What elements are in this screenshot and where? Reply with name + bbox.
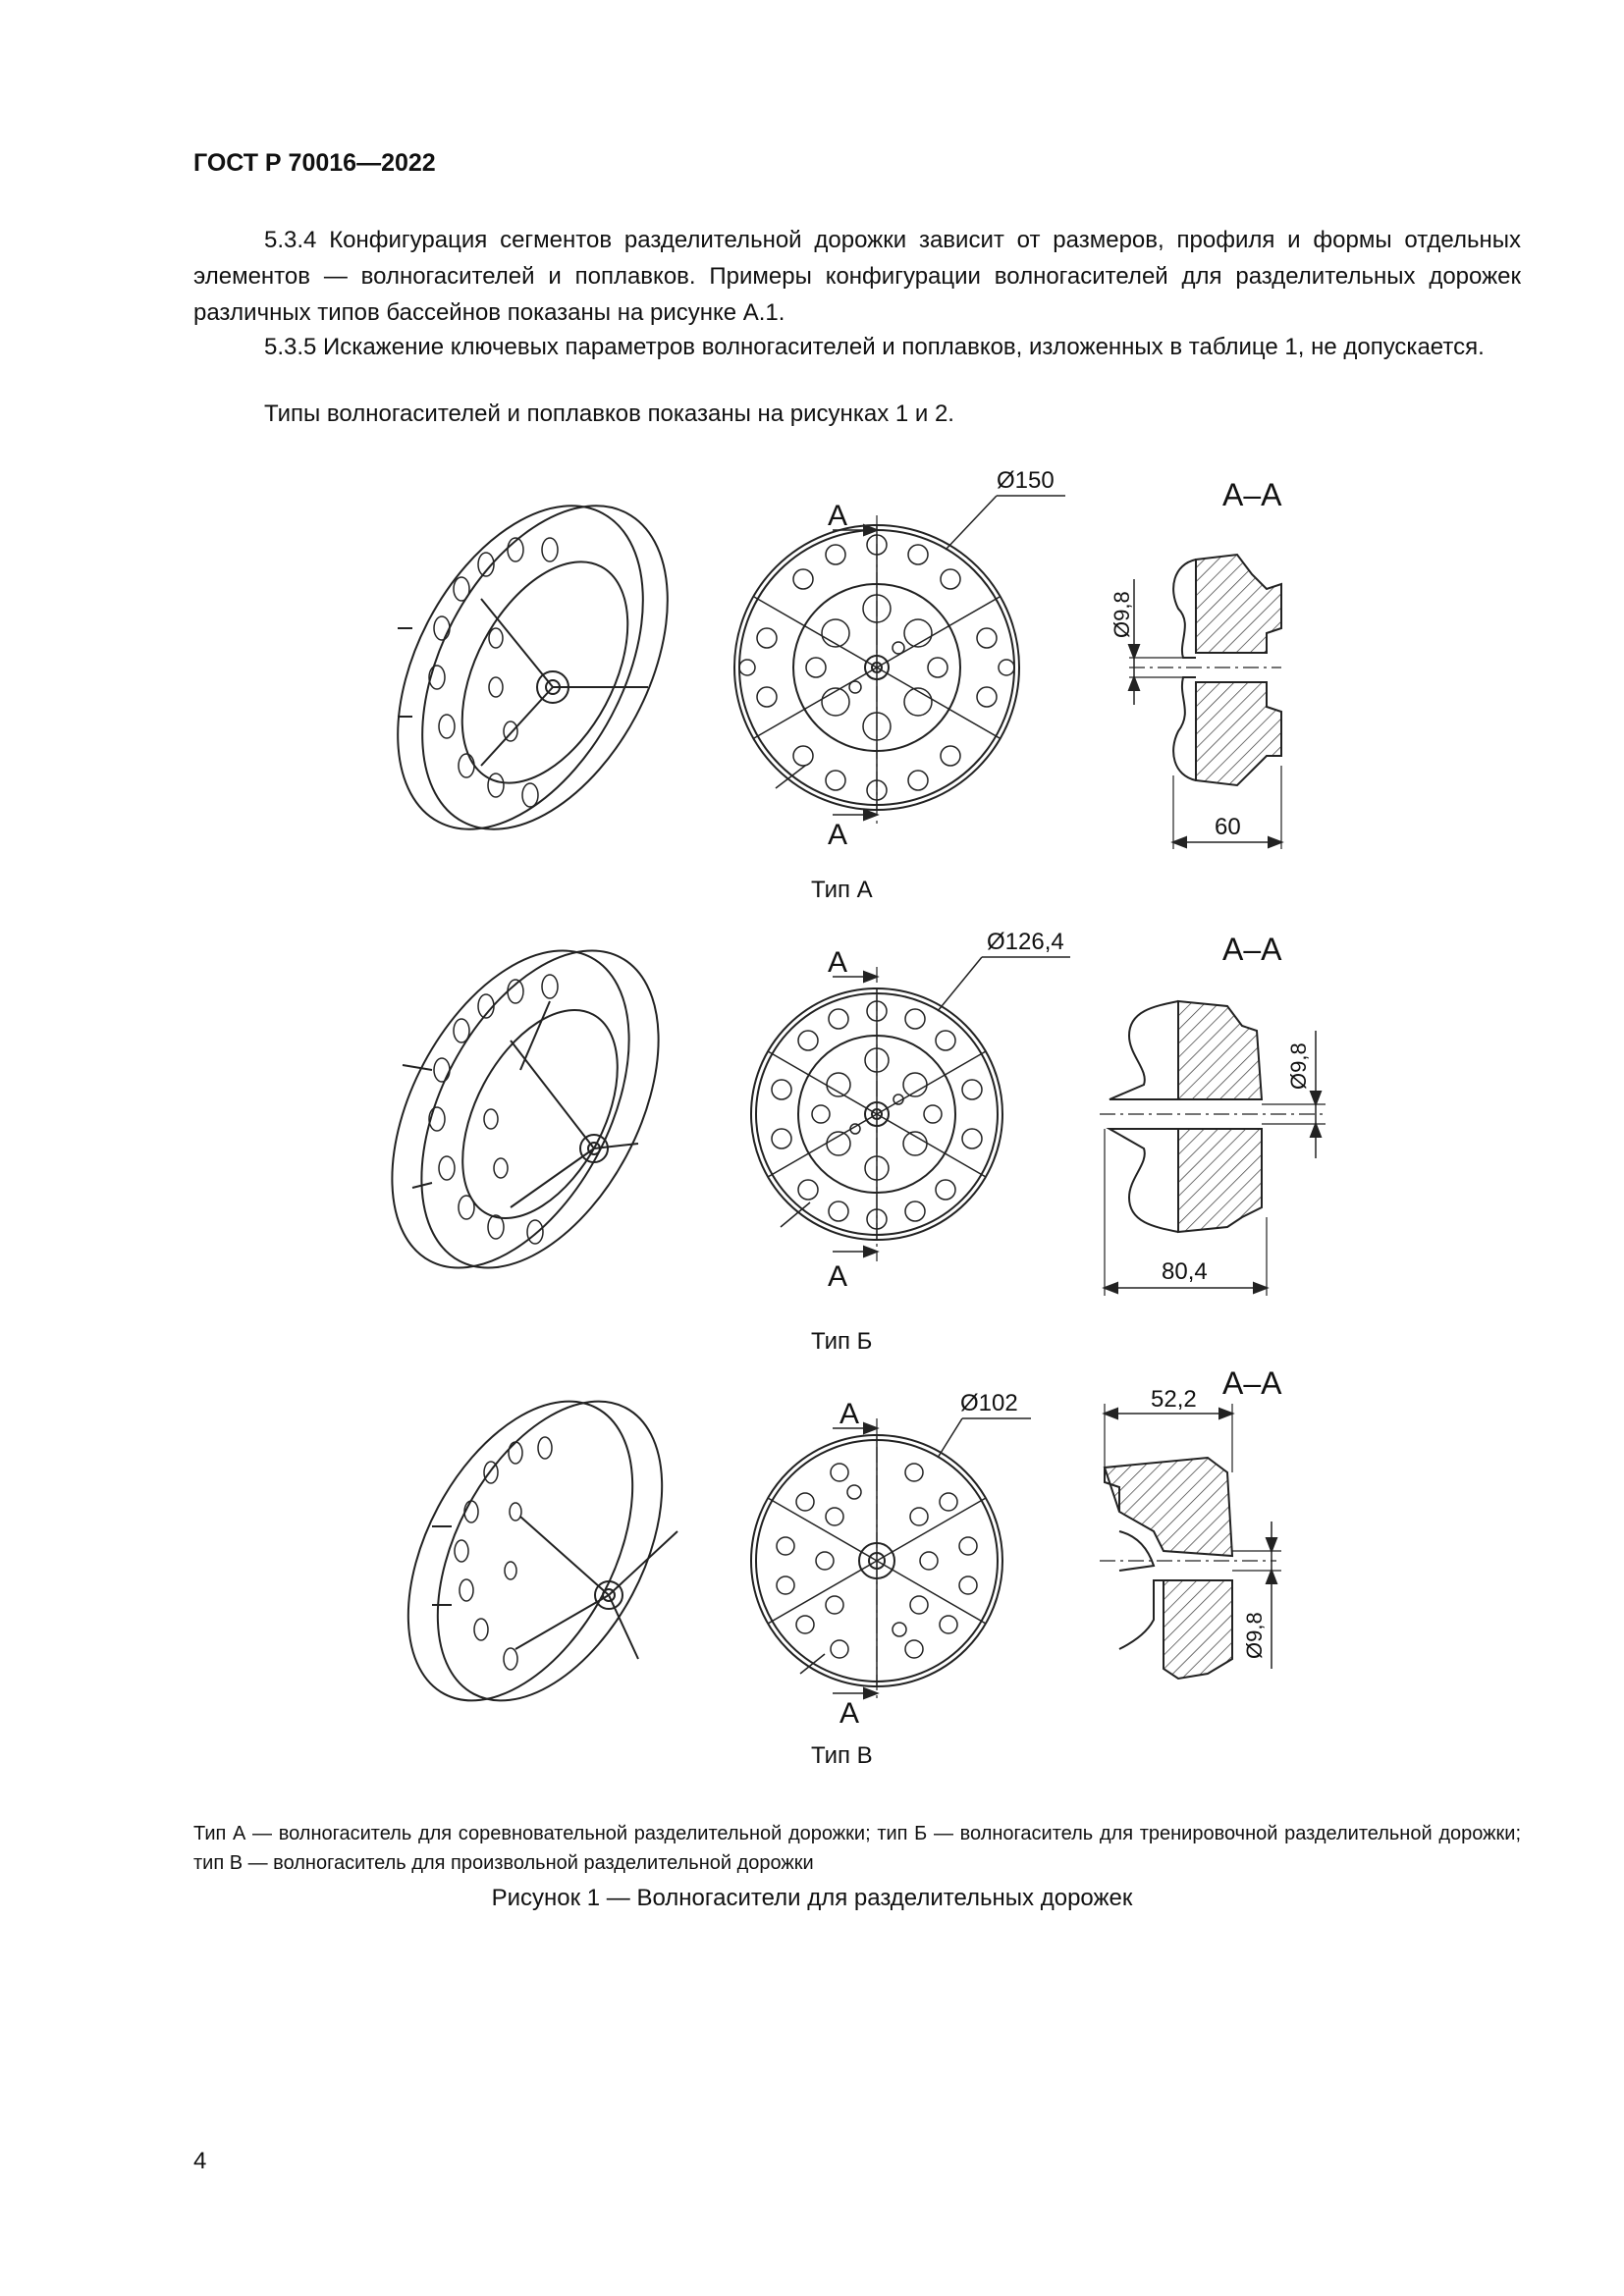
paragraph-5-3-4: 5.3.4 Конфигурация сегментов разделительной дорожки зависит от размеров, профиля и формы отдельных элементов — волногасителей и поплавков. Примеры конфигурации волногасителей для разделительных дорожек различных типов бассейнов показаны на рисунке А.1. xyxy=(193,227,1521,326)
figure-note: Тип А — волногаситель для соревновательной разделительной дорожки; тип Б — волногаситель для тренировочной разделительной дорожки; тип В — волногаситель для произвольной разделительной дорожки xyxy=(193,1823,1521,1874)
type-a-section-title: А–А xyxy=(1222,477,1282,512)
type-v-caption: Тип В xyxy=(811,1742,873,1769)
type-b-cut-label-top: А xyxy=(828,946,848,979)
type-a-bore: Ø9,8 xyxy=(1110,591,1134,638)
type-a-cut-label-bottom: А xyxy=(828,819,848,851)
type-b-section-title: А–А xyxy=(1222,932,1282,967)
type-b-bore: Ø9,8 xyxy=(1286,1042,1311,1090)
type-v-bore: Ø9,8 xyxy=(1242,1612,1267,1659)
document-header: ГОСТ Р 70016—2022 xyxy=(193,149,436,177)
type-a-isometric xyxy=(348,465,719,871)
page-number: 4 xyxy=(193,2148,207,2174)
type-v-cut-label-top: А xyxy=(839,1398,860,1430)
figure-title: Рисунок 1 — Волногасители для разделительных дорожек xyxy=(491,1885,1133,1911)
type-b-isometric xyxy=(344,912,708,1308)
type-b-cut-label-bottom: А xyxy=(828,1260,848,1293)
type-b-caption: Тип Б xyxy=(811,1328,873,1355)
type-v-cut-label-bottom: А xyxy=(839,1697,860,1730)
paragraph-types: Типы волногасителей и поплавков показаны на рисунках 1 и 2. xyxy=(264,400,954,427)
type-b-diameter: Ø126,4 xyxy=(987,929,1064,955)
type-a-width: 60 xyxy=(1215,814,1241,840)
type-v-diameter: Ø102 xyxy=(960,1390,1018,1416)
type-v-section-title: А–А xyxy=(1222,1365,1282,1401)
paragraph-5-3-5: 5.3.5 Искажение ключевых параметров волногасителей и поплавков, изложенных в таблице 1, не допускается. xyxy=(264,334,1485,360)
type-b-front-view xyxy=(751,957,1070,1261)
type-v-front-view xyxy=(751,1418,1031,1703)
type-a-diameter: Ø150 xyxy=(997,467,1055,494)
type-a-front-view xyxy=(734,496,1065,825)
type-b-width: 80,4 xyxy=(1162,1258,1208,1285)
type-v-width: 52,2 xyxy=(1151,1386,1197,1413)
type-a-section xyxy=(1129,555,1281,849)
type-v-isometric xyxy=(362,1364,709,1738)
type-a-cut-label-top: А xyxy=(828,500,848,532)
type-a-caption: Тип А xyxy=(811,877,873,903)
